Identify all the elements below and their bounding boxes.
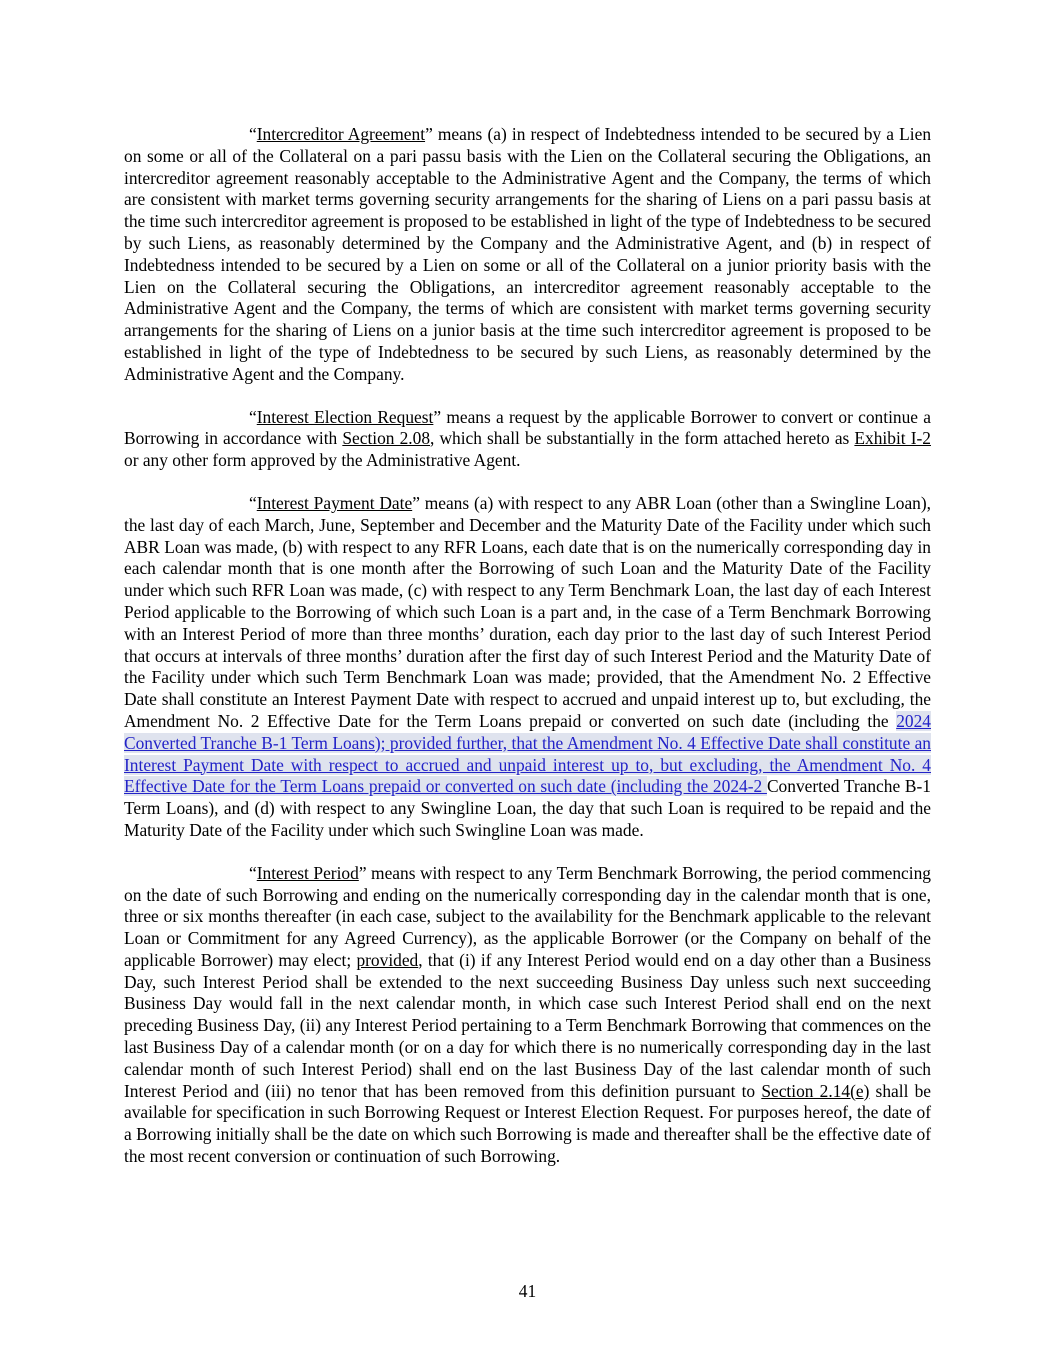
- definition-text: or any other form approved by the Administrative Agent.: [124, 450, 521, 471]
- defined-term: Intercreditor Agreement: [256, 124, 426, 144]
- exhibit-reference-link: Exhibit I-2: [854, 428, 931, 449]
- section-reference-link: Section 2.14(e): [761, 1080, 870, 1101]
- definition-text: ” means a request by the applicable Borrower to convert or continue a Borrowing in accordance with: [124, 406, 931, 449]
- definition-text: ” means (a) in respect of Indebtedness intended to be secured by a Lien on some or all of the Collateral on a pari passu basis with the Lien on the Collateral securing the Obligations, an intercreditor agreement reasonably acceptable to the Administrative Agent and the Company, the terms of which are consistent with market terms governing security arrangements for the sharing of Liens on a pari passu basis at the time such intercreditor agreement is proposed to be established in light of the type of Indebtedness to be secured by such Liens, as reasonably determined by the Company and the Administrative Agent, and (b) in respect of Indebtedness intended to be secured by a Lien on some or all of the Collateral on a junior priority basis with the Lien on the Collateral securing the Obligations, an intercreditor agreement reasonably acceptable to the Administrative Agent and the Company, the terms of which are consistent with market terms governing security arrangements for the sharing of Liens on a junior basis at the time such intercreditor agreement is proposed to be established in light of the type of Indebtedness to be secured by such Liens, as reasonably determined by the Administrative Agent and the Company.: [124, 124, 932, 384]
- highlighted-amendment-text[interactable]: 2024 Converted Tranche B-1 Term Loans); provided further, that the Amendment No. 4 Effective Date shall constitute an Interest Payment Date with respect to accrued and unpaid interest up to, but excluding, the Amendment No. 4 Effective Date for the Term Loans prepaid or converted on such date (including the 2024-2: [124, 710, 931, 797]
- definition-text: ” means (a) with respect to any ABR Loan (other than a Swingline Loan), the last day of each March, June, September and December and the Maturity Date of the Facility under which such ABR Loan was made, (b) with respect to any RFR Loans, each date that is on the numerically corresponding day in each calendar month that is one month after the Borrowing of such Loan and the Maturity Date of the Facility under which such RFR Loan was made, (c) with respect to any Term Benchmark Loan, the last day of each Interest Period applicable to the Borrowing of which such Loan is a part and, in the case of a Term Benchmark Borrowing with an Interest Period of more than three months’ duration, each day prior to the last day of such Interest Period that occurs at intervals of three months’ duration after the first day of such Interest Period and the Maturity Date of the Facility under which such Term Benchmark Loan was made; provided, that the Amendment No. 2 Effective Date shall constitute an Interest Payment Date with respect to accrued and unpaid interest up to, but excluding, the Amendment No. 2 Effective Date for the Term Loans prepaid or converted on such date (including the: [124, 492, 931, 731]
- document-body: [124, 124, 931, 1168]
- defined-term: Interest Election Request: [256, 406, 434, 427]
- section-reference-link: Section 2.08: [342, 428, 431, 449]
- definition-text: shall be available for specification in such Borrowing Request or Interest Election Request. For purposes hereof, the date of a Borrowing initially shall be the date on which such Borrowing is made and thereafter shall be the effective date of the most recent conversion or continuation of such Borrowing.: [124, 1080, 931, 1167]
- definition-text: , which shall be substantially in the form attached hereto as: [430, 428, 855, 449]
- definition-text: Converted Tranche B-1 Term Loans), and (d) with respect to any Swingline Loan, the day that such Loan is required to be repaid and the Maturity Date of the Facility under which such Swingline Loan was made.: [124, 776, 931, 840]
- defined-term: Interest Period: [256, 862, 359, 883]
- definition-text: , that (i) if any Interest Period would end on a day other than a Business Day, such Interest Period shall be extended to the next succeeding Business Day unless such next succeeding Business Day would fall in the next calendar month, in which case such Interest Period shall end on the next preceding Business Day, (ii) any Interest Period pertaining to a Term Benchmark Borrowing that commences on the last Business Day of a calendar month (or on a day for which there is no numerically corresponding day in the last calendar month of such Interest Period) shall end on the last Business Day of the last calendar month of such Interest Period and (iii) no tenor that has been removed from this definition pursuant to: [124, 949, 931, 1101]
- definition-interest-election-request: “Interest Election Request” means a request by the applicable Borrower to convert or continue a Borrowing in accordance with Section 2.08, which shall be substantially in the form attached hereto as Exhibit I-2 or any other form approved by the Administrative Agent.: [124, 406, 931, 471]
- definition-interest-period: “Interest Period” means with respect to any Term Benchmark Borrowing, the period commencing on the date of such Borrowing and ending on the numerically corresponding day in the calendar month that is one, three or six months thereafter (in each case, subject to the availability for the Benchmark applicable to the relevant Loan or Commitment for any Agreed Currency), as the applicable Borrower (or the Company on behalf of the applicable Borrower) may elect; provided, that (i) if any Interest Period would end on a day other than a Business Day, such Interest Period shall be extended to the next succeeding Business Day unless such next succeeding Business Day would fall in the next calendar month, in which case such Interest Period shall end on the next preceding Business Day, (ii) any Interest Period pertaining to a Term Benchmark Borrowing that commences on the last Business Day of a calendar month (or on a day for which there is no numerically corresponding day in the last calendar month of such Interest Period) shall end on the last Business Day of the last calendar month of such Interest Period and (iii) no tenor that has been removed from this definition pursuant to Section 2.14(e) shall be available for specification in such Borrowing Request or Interest Election Request. For purposes hereof, the date of a Borrowing initially shall be the date on which such Borrowing is made and thereafter shall be the effective date of the most recent conversion or continuation of such Borrowing.: [124, 862, 931, 1167]
- provided-emphasis: provided: [356, 949, 419, 970]
- definition-text: ” means with respect to any Term Benchmark Borrowing, the period commencing on the date of such Borrowing and ending on the numerically corresponding day in the calendar month that is one, three or six months thereafter (in each case, subject to the availability for the Benchmark applicable to the relevant Loan or Commitment for any Agreed Currency), as the applicable Borrower (or the Company on behalf of the applicable Borrower) may elect;: [124, 862, 931, 970]
- defined-term: Interest Payment Date: [256, 492, 413, 513]
- page-number: 41: [518, 1281, 537, 1301]
- definition-interest-payment-date: “Interest Payment Date” means (a) with respect to any ABR Loan (other than a Swingline Loan), the last day of each March, June, September and December and the Maturity Date of the Facility under which such ABR Loan was made, (b) with respect to any RFR Loans, each date that is on the numerically corresponding day in each calendar month that is one month after the Borrowing of such Loan and the Maturity Date of the Facility under which such RFR Loan was made, (c) with respect to any Term Benchmark Loan, the last day of each Interest Period applicable to the Borrowing of which such Loan is a part and, in the case of a Term Benchmark Borrowing with an Interest Period of more than three months’ duration, each day prior to the last day of such Interest Period that occurs at intervals of three months’ duration after the first day of such Interest Period and the Maturity Date of the Facility under which such Term Benchmark Loan was made; provided, that the Amendment No. 2 Effective Date shall constitute an Interest Payment Date with respect to accrued and unpaid interest up to, but excluding, the Amendment No. 2 Effective Date for the Term Loans prepaid or converted on such date (including the 2024 Converted Tranche B-1 Term Loans); provided further, that the Amendment No. 4 Effective Date shall constitute an Interest Payment Date with respect to accrued and unpaid interest up to, but excluding, the Amendment No. 4 Effective Date for the Term Loans prepaid or converted on such date (including the 2024-2 Converted Tranche B-1 Term Loans), and (d) with respect to any Swingline Loan, the day that such Loan is required to be repaid and the Maturity Date of the Facility under which such Swingline Loan was made.: [124, 492, 931, 840]
- definition-intercreditor-agreement: “Intercreditor Agreement” means (a) in respect of Indebtedness intended to be secured by a Lien on some or all of the Collateral on a pari passu basis with the Lien on the Collateral securing the Obligations, an intercreditor agreement reasonably acceptable to the Administrative Agent and the Company, the terms of which are consistent with market terms governing security arrangements for the sharing of Liens on a pari passu basis at the time such intercreditor agreement is proposed to be established in light of the type of Indebtedness to be secured by such Liens, as reasonably determined by the Company and the Administrative Agent, and (b) in respect of Indebtedness intended to be secured by a Lien on some or all of the Collateral on a junior priority basis with the Lien on the Collateral securing the Obligations, an intercreditor agreement reasonably acceptable to the Administrative Agent and the Company, the terms of which are consistent with market terms governing security arrangements for the sharing of Liens on a junior basis at the time such intercreditor agreement is proposed to be established in light of the type of Indebtedness to be secured by such Liens, as reasonably determined by the Administrative Agent and the Company.: [124, 124, 932, 384]
